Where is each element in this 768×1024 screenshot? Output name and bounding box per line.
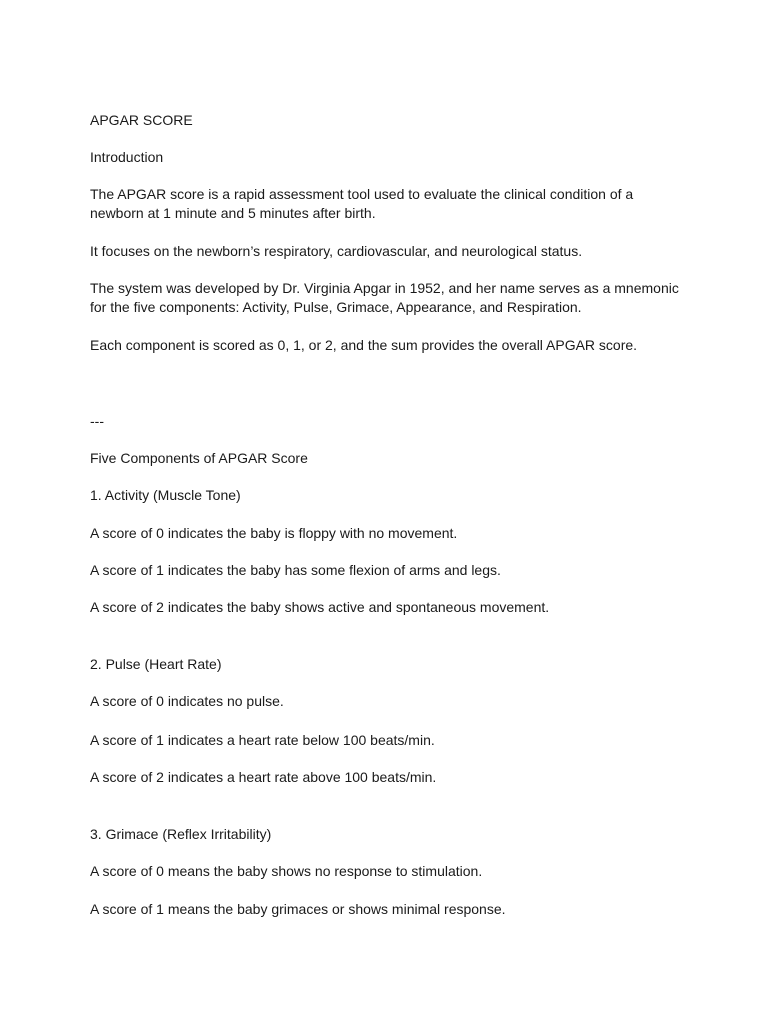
section-separator: --- (90, 413, 104, 429)
intro-heading: Introduction (90, 149, 164, 165)
activity-score-2: A score of 2 indicates the baby shows active and spontaneous movement. (90, 599, 550, 615)
intro-paragraph-2: It focuses on the newborn’s respiratory, cardiovascular, and neurological status. (90, 243, 583, 259)
pulse-heading: 2. Pulse (Heart Rate) (90, 656, 222, 672)
document-title: APGAR SCORE (90, 112, 193, 128)
activity-score-0: A score of 0 indicates the baby is floppy with no movement. (90, 525, 458, 541)
grimace-heading: 3. Grimace (Reflex Irritability) (90, 826, 272, 842)
pulse-score-2: A score of 2 indicates a heart rate above 100 beats/min. (90, 769, 437, 785)
intro-paragraph-3-line-1: The system was developed by Dr. Virginia Apgar in 1952, and her name serves as a mnemonic (90, 280, 679, 296)
grimace-score-1: A score of 1 means the baby grimaces or shows minimal response. (90, 901, 506, 917)
pulse-score-0: A score of 0 indicates no pulse. (90, 693, 284, 709)
activity-heading: 1. Activity (Muscle Tone) (90, 487, 241, 503)
activity-score-1: A score of 1 indicates the baby has some flexion of arms and legs. (90, 562, 501, 578)
components-heading: Five Components of APGAR Score (90, 450, 308, 466)
intro-paragraph-1-line-2: newborn at 1 minute and 5 minutes after birth. (90, 205, 376, 221)
pulse-score-1: A score of 1 indicates a heart rate below 100 beats/min. (90, 732, 435, 748)
intro-paragraph-1-line-1: The APGAR score is a rapid assessment tool used to evaluate the clinical condition of a (90, 186, 634, 202)
intro-paragraph-4: Each component is scored as 0, 1, or 2, and the sum provides the overall APGAR score. (90, 337, 638, 353)
intro-paragraph-3-line-2: for the five components: Activity, Pulse, Grimace, Appearance, and Respiration. (90, 299, 582, 315)
grimace-score-0: A score of 0 means the baby shows no response to stimulation. (90, 863, 483, 879)
